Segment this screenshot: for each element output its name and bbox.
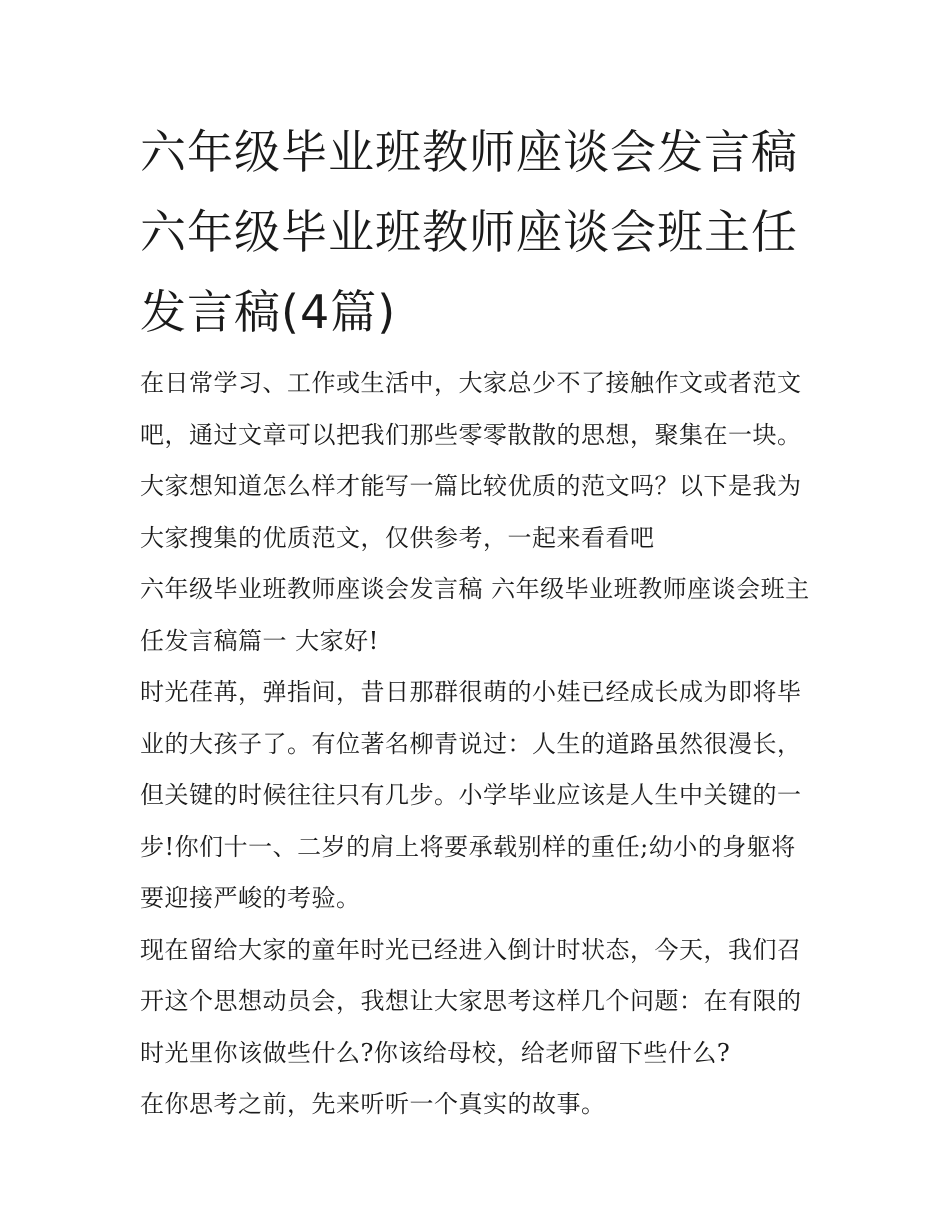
paragraph-body-1: 时光荏苒，弹指间，昔日那群很萌的小娃已经成长成为即将毕业的大孩子了。有位著名柳青说过：人生的道路虽然很漫长，但关键的时候往往只有几步。小学毕业应该是人生中关键的一步!你们十一、二岁的肩上将要承载别样的重任;幼小的身躯将要迎接严峻的考验。	[140, 678, 802, 912]
paragraph-body-3: 在你思考之前，先来听听一个真实的故事。	[140, 1090, 606, 1118]
paragraph-intro: 在日常学习、工作或生活中，大家总少不了接触作文或者范文吧，通过文章可以把我们那些零零散散的思想，聚集在一块。大家想知道怎么样才能写一篇比较优质的范文吗？以下是我为大家搜集的优质范文，仅供参考，一起来看看吧	[140, 369, 802, 552]
document-page	[140, 112, 820, 1131]
paragraph-body-2: 现在留给大家的童年时光已经进入倒计时状态，今天，我们召开这个思想动员会，我想让大家思考这样几个问题：在有限的时光里你该做些什么?你该给母校，给老师留下些什么?	[140, 935, 802, 1067]
document-title: 六年级毕业班教师座谈会发言稿 六年级毕业班教师座谈会班主任发言稿(4篇)	[140, 125, 798, 339]
paragraph-section-heading: 六年级毕业班教师座谈会发言稿 六年级毕业班教师座谈会班主任发言稿篇一 大家好!	[140, 575, 810, 655]
